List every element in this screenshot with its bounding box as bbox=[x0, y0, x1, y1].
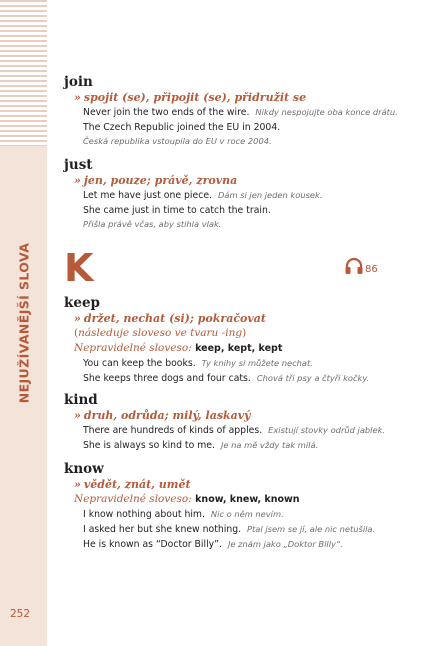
page-number: 252 bbox=[10, 608, 31, 620]
example-line bbox=[83, 356, 434, 371]
headword: kind bbox=[64, 392, 98, 408]
example-en: He is known as “Doctor Billy”. bbox=[83, 539, 222, 550]
translation-text: vědět, znát, umět bbox=[83, 478, 191, 491]
example-cz: Přišla právě včas, aby stihla vlak. bbox=[83, 219, 222, 229]
example-line bbox=[83, 105, 434, 120]
translation-text: držet, nechat (si); pokračovat bbox=[83, 312, 266, 325]
usage-note-text: následuje sloveso ve tvaru bbox=[78, 327, 219, 339]
example-en: I know nothing about him. bbox=[83, 509, 205, 520]
translation bbox=[74, 90, 434, 105]
example-en: The Czech Republic joined the EU in 2004. bbox=[83, 122, 281, 133]
irregular-forms: know, knew, known bbox=[195, 494, 300, 505]
section-letter: K bbox=[64, 246, 94, 290]
example-line bbox=[83, 537, 434, 552]
entry-know bbox=[64, 461, 434, 552]
translation bbox=[74, 311, 434, 326]
translation bbox=[74, 173, 434, 188]
entry-keep bbox=[64, 295, 434, 386]
example-cz: Nikdy nespojujte oba konce drátu. bbox=[255, 107, 398, 117]
example-en: She came just in time to catch the train. bbox=[83, 205, 271, 216]
example-line bbox=[83, 522, 434, 537]
irregular-label: Nepravidelné sloveso: bbox=[74, 493, 192, 505]
example-cz: Nic o něm nevím. bbox=[210, 509, 284, 519]
example-en: You can keep the books. bbox=[83, 358, 196, 369]
arrow-icon: » bbox=[74, 91, 81, 104]
section-title: NEJUŽÍVANĚJŠÍ SLOVA bbox=[16, 242, 32, 404]
irregular-verb bbox=[74, 341, 434, 356]
arrow-icon: » bbox=[74, 312, 81, 325]
irregular-forms: keep, kept, kept bbox=[195, 343, 283, 354]
headword: know bbox=[64, 461, 104, 477]
example-cz: Ty knihy si můžete nechat. bbox=[201, 358, 313, 368]
example-line bbox=[83, 507, 434, 522]
translation-text: jen, pouze; právě, zrovna bbox=[83, 174, 238, 187]
paren-open: ( bbox=[74, 327, 79, 339]
translation bbox=[74, 477, 434, 492]
arrow-icon: » bbox=[74, 478, 81, 491]
translation-text: druh, odrůda; milý, laskavý bbox=[83, 409, 251, 422]
audio-track-number: 86 bbox=[365, 263, 378, 275]
headphones-icon bbox=[344, 256, 364, 276]
headword: just bbox=[64, 157, 93, 173]
example-cz: Česká republika vstoupila do EU v roce 2004. bbox=[83, 136, 272, 146]
example-en: I asked her but she knew nothing. bbox=[83, 524, 242, 535]
example-cz: Je znám jako „Doktor Billy“. bbox=[227, 539, 343, 549]
example-line bbox=[83, 188, 434, 203]
arrow-icon: » bbox=[74, 174, 81, 187]
example-cz: Existují stovky odrůd jablek. bbox=[268, 425, 386, 435]
example-en: She keeps three dogs and four cats. bbox=[83, 373, 251, 384]
example-en: There are hundreds of kinds of apples. bbox=[83, 425, 263, 436]
entry-just bbox=[64, 157, 434, 231]
translation-text: spojit (se), připojit (se), přidružit se bbox=[83, 91, 307, 104]
irregular-verb bbox=[74, 492, 434, 507]
paren-close: ) bbox=[242, 327, 247, 339]
headword: keep bbox=[64, 295, 100, 311]
example-cz: Dám si jen jeden kousek. bbox=[217, 190, 323, 200]
header-stripes bbox=[0, 0, 47, 146]
example-line bbox=[83, 423, 434, 438]
example-cz: Ptal jsem se jí, ale nic netušila. bbox=[247, 524, 376, 534]
example-line bbox=[83, 371, 434, 386]
irregular-label: Nepravidelné sloveso: bbox=[74, 342, 192, 354]
example-cz: Je na mě vždy tak milá. bbox=[220, 440, 319, 450]
translation bbox=[74, 408, 434, 423]
audio-track[interactable] bbox=[344, 256, 378, 276]
arrow-icon: » bbox=[74, 409, 81, 422]
example-line bbox=[83, 120, 434, 135]
headword: join bbox=[64, 74, 93, 90]
entry-kind bbox=[64, 392, 434, 453]
example-en: Never join the two ends of the wire. bbox=[83, 107, 250, 118]
example-line bbox=[83, 438, 434, 453]
example-en: She is always so kind to me. bbox=[83, 440, 215, 451]
entry-join bbox=[64, 74, 434, 148]
usage-note bbox=[74, 326, 434, 341]
example-en: Let me have just one piece. bbox=[83, 190, 212, 201]
example-line bbox=[83, 203, 434, 218]
example-cz: Chová tři psy a čtyři kočky. bbox=[256, 373, 370, 383]
usage-note-suffix: -ing bbox=[221, 327, 243, 339]
